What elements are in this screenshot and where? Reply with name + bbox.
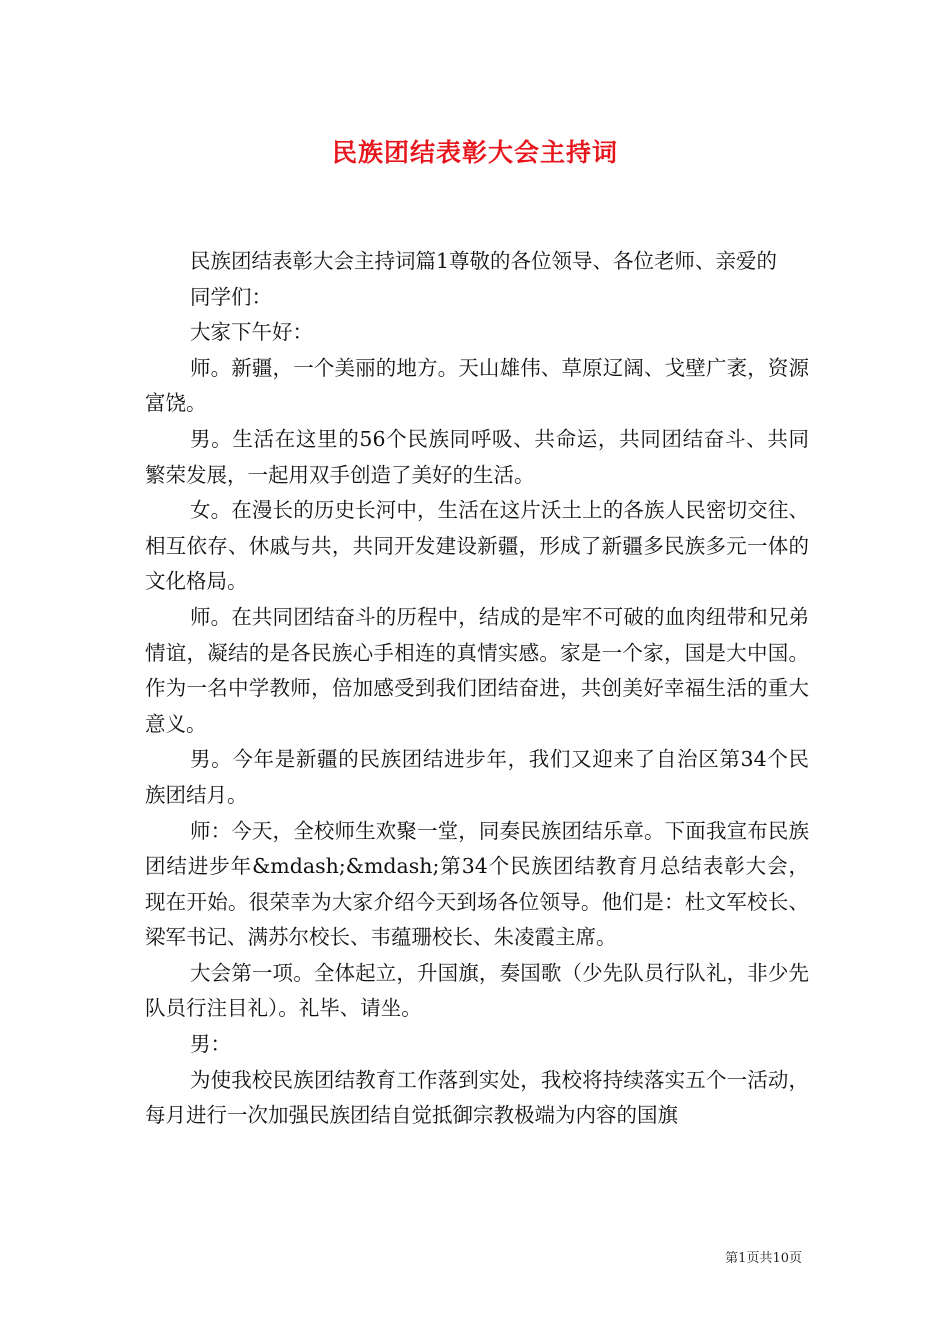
page-number: 第1页共10页 <box>725 1251 802 1266</box>
paragraph: 师。在共同团结奋斗的历程中，结成的是牢不可破的血肉纽带和兄弟情谊，凝结的是各民族心手相连的真情实感。家是一个家，国是大中国。作为一名中学教师，倍加感受到我们团结奋进，共创美好幸福生活的重大意义。 <box>145 604 809 736</box>
document-body <box>145 244 809 1134</box>
paragraph: 男： <box>190 1032 231 1057</box>
paragraph: 师：今天，全校师生欢聚一堂，同奏民族团结乐章。下面我宣布民族团结进步年&mdash;&mdash;第34个民族团结教育月总结表彰大会，现在开始。很荣幸为大家介绍今天到场各位领导。他们是：杜文军校长、梁军书记、满苏尔校长、韦蕴珊校长、朱凌霞主席。 <box>145 818 809 950</box>
paragraph: 师。新疆，一个美丽的地方。天山雄伟、草原辽阔、戈壁广袤，资源富饶。 <box>145 355 809 416</box>
paragraph: 民族团结表彰大会主持词篇1尊敬的各位领导、各位老师、亲爱的 <box>190 249 778 273</box>
paragraph: 大家下午好： <box>190 320 313 345</box>
paragraph: 男。今年是新疆的民族团结进步年，我们又迎来了自治区第34个民族团结月。 <box>145 747 809 807</box>
document-title: 民族团结表彰大会主持词 <box>331 138 618 167</box>
paragraph: 为使我校民族团结教育工作落到实处，我校将持续落实五个一活动，每月进行一次加强民族团结自觉抵御宗教极端为内容的国旗 <box>145 1067 809 1128</box>
paragraph: 男。生活在这里的56个民族同呼吸、共命运，共同团结奋斗、共同繁荣发展，一起用双手创造了美好的生活。 <box>145 426 809 487</box>
paragraph: 女。在漫长的历史长河中，生活在这片沃土上的各族人民密切交往、相互依存、休戚与共，共同开发建设新疆，形成了新疆多民族多元一体的文化格局。 <box>145 498 809 594</box>
paragraph: 同学们： <box>190 284 272 309</box>
paragraph: 大会第一项。全体起立，升国旗，奏国歌（少先队员行队礼，非少先队员行注目礼）。礼毕、请坐。 <box>145 960 809 1021</box>
